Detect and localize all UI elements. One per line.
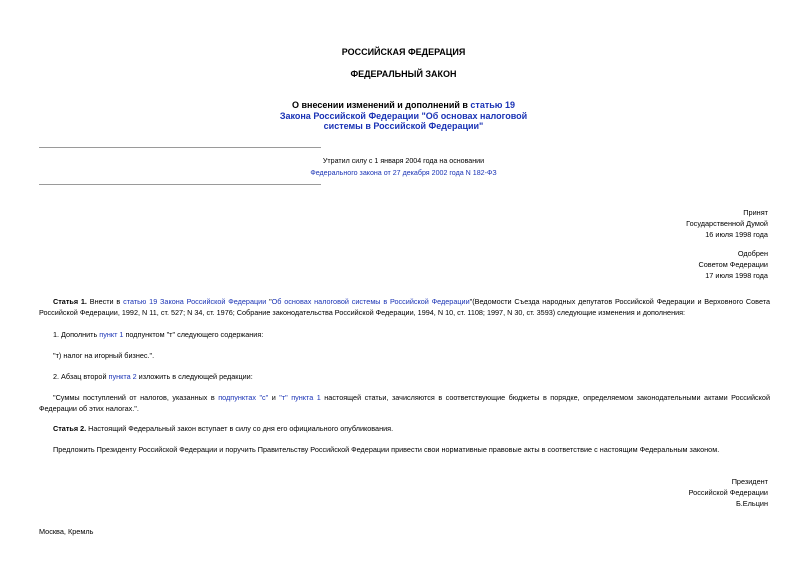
article-1-text-b: " (266, 297, 272, 306)
document-type-heading: ФЕДЕРАЛЬНЫЙ ЗАКОН (350, 69, 457, 79)
president-label: Президент (731, 477, 768, 486)
article-1-text-a: Внести в (86, 297, 124, 306)
subpoint-s-link[interactable]: подпунктах "с" (218, 393, 269, 402)
proposal-paragraph: Предложить Президенту Российской Федерации и поручить Правительству Российской Федерации привести свои нормативные правовые акты в соответствие с настоящим Федеральным законом. (53, 445, 720, 454)
divider-top (39, 147, 321, 148)
place-of-signing: Москва, Кремль (39, 527, 94, 536)
item-2-quote (39, 393, 770, 414)
article-19-link[interactable]: статью 19 (470, 100, 515, 110)
country-label: Российской Федерации (688, 488, 768, 497)
article-1-label: Статья 1. (53, 297, 87, 306)
article-1-paragraph (39, 297, 770, 318)
adopted-label: Принят (743, 208, 768, 217)
article-2-text: Настоящий Федеральный закон вступает в силу со дня его официального опубликования. (86, 424, 394, 433)
title-prefix: О внесении изменений и дополнений в (292, 100, 471, 110)
tax-system-law-link[interactable]: Об основах налоговой системы в Российской Федерации (271, 297, 470, 306)
item-2-paragraph (39, 372, 770, 383)
law-title (0, 100, 807, 132)
signer-name: Б.Ельцин (735, 499, 768, 508)
divider-bottom (39, 184, 321, 185)
subpoint-t-link[interactable]: "т" пункта 1 (279, 393, 321, 402)
article-2-paragraph (39, 424, 770, 435)
item-2-text-a: 2. Абзац второй (53, 372, 109, 381)
notice-text: Утратил силу с 1 января 2004 года на основании (322, 157, 485, 165)
duma-date: 16 июля 1998 года (705, 230, 768, 239)
item-2-quote-b: и (268, 393, 280, 402)
item-1-text-b: подпунктом "т" следующего содержания: (123, 330, 264, 339)
council-label: Советом Федерации (698, 260, 768, 269)
article-19-law-link[interactable]: статью 19 Закона Российской Федерации (123, 297, 267, 306)
repeal-law-link[interactable]: Федерального закона от 27 декабря 2002 года N 182-ФЗ (310, 169, 497, 177)
item-1-quote: "т) налог на игорный бизнес.". (53, 351, 155, 360)
adoption-duma (686, 207, 768, 240)
item-1-paragraph (39, 330, 770, 341)
item-2-quote-c: настоящей статьи, зачисляются в соответствующие бюджеты в порядке, определяемом законодательными актами Российской Федерации об этих налогах.". (39, 393, 770, 413)
council-date: 17 июля 1998 года (705, 271, 768, 280)
country-heading: РОССИЙСКАЯ ФЕДЕРАЦИЯ (341, 47, 466, 57)
signature-block (689, 476, 768, 509)
adoption-council (698, 248, 768, 281)
approved-label: Одобрен (737, 249, 768, 258)
point-1-link[interactable]: пункт 1 (99, 330, 124, 339)
item-2-text-b: изложить в следующей редакции: (136, 372, 253, 381)
point-2-link[interactable]: пункта 2 (108, 372, 137, 381)
title-line-3-link[interactable]: системы в Российской Федерации" (323, 121, 484, 131)
title-line-2-link[interactable]: Закона Российской Федерации "Об основах налоговой (279, 110, 528, 121)
article-1-text-c: "(Ведомости Съезда народных депутатов Российской Федерации и Верховного Совета Российской Федерации, 1992, N 11, ст. 527; N 34, ст. 1976; Собрание законодательства Российской Федерации, 1994, N 10, ст. 1108; 1997, N 30, ст. 3593) следующие изменения и дополнения: (39, 297, 771, 317)
item-2-quote-a: "Суммы поступлений от налогов, указанных в (53, 393, 219, 402)
duma-label: Государственной Думой (686, 219, 768, 228)
item-1-text-a: 1. Дополнить (53, 330, 100, 339)
article-2-label: Статья 2. (53, 424, 87, 433)
